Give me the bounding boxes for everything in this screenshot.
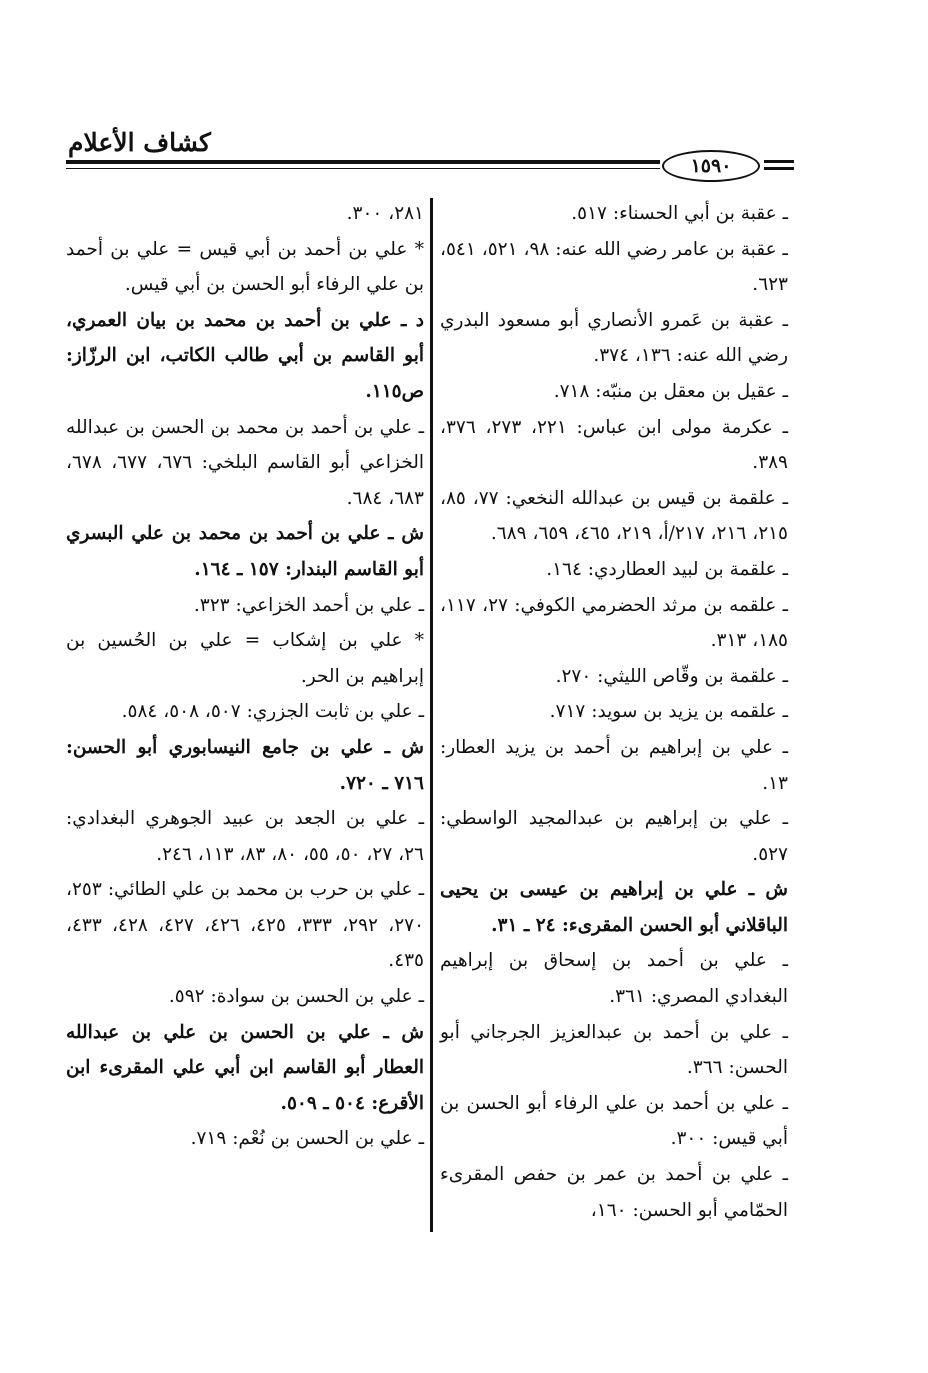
index-entry: ـ عقبة بن عامر رضي الله عنه: ٩٨، ٥٢١، ٥٤١، ٦٢٣. [440,238,788,296]
index-entry: ـ علقمة بن قيس بن عبدالله النخعي: ٧٧، ٨٥، ٢١٥، ٢١٦، ٢١٧/أ، ٢١٩، ٤٦٥، ٦٥٩، ٦٨٩. [440,487,788,545]
index-entry: ـ علقمه بن مرثد الحضرمي الكوفي: ٢٧، ١١٧، ١٨٥، ٣١٣. [440,594,788,652]
index-entry: ـ علي بن الجعد بن عبيد الجوهري البغدادي: ٢٦، ٢٧، ٥٠، ٥٥، ٨٠، ٨٣، ١١٣، ٢٤٦. [66,808,424,865]
index-entry: ـ علقمة بن لبيد العطاردي: ١٦٤. [546,558,788,580]
left-column [66,196,424,1157]
index-entry: ـ عكرمة مولى ابن عباس: ٢٢١، ٢٧٣، ٣٧٦، ٣٨٩. [440,416,788,474]
index-entry-main: ش ـ علي بن أحمد بن محمد بن علي البسري أبو القاسم البندار: ١٥٧ ـ ١٦٤. [66,523,424,580]
index-entry: ـ علي بن حرب بن محمد بن علي الطائي: ٢٥٣، ٢٧٠، ٢٩٢، ٣٣٣، ٤٢٥، ٤٢٦، ٤٢٧، ٤٢٨، ٤٣٣، ٤٣٥. [66,879,425,972]
index-entry: ـ علي بن ثابت الجزري: ٥٠٧، ٥٠٨، ٥٨٤. [121,701,424,723]
index-entry: ـ علقمه بن يزيد بن سويد: ٧١٧. [549,701,788,723]
page-number: ١٥٩٠ [662,150,760,182]
header-rule-right-lower [764,167,794,170]
index-entry-main: د ـ علي بن أحمد بن محمد بن بيان العمري، أبو القاسم بن أبي طالب الكاتب، ابن الرزّاز: ص١١٥. [66,309,424,402]
index-entry: ـ علي بن أحمد بن عبدالعزيز الجرجاني أبو الحسن: ٣٦٦. [440,1021,788,1079]
header-rule-thin [66,168,660,169]
index-entry: ـ علي بن أحمد الخزاعي: ٣٢٣. [193,594,424,616]
index-entry-main: ش ـ علي بن الحسن بن علي بن عبدالله العطار أبو القاسم ابن أبي علي المقرىء ابن الأقرع: ٥٠٤ ـ ٥٠٩. [66,1021,424,1114]
index-entry: ـ علقمة بن وقّاص الليثي: ٢٧٠. [555,665,788,687]
index-entry: ٢٨١، ٣٠٠. [346,203,424,224]
index-entry: * علي بن إشكاب = علي بن الحُسين بن إبراهيم بن الحر. [66,630,424,687]
header-rule-thick [66,160,660,164]
index-entry: ـ عقيل بن معقل بن منبّه: ٧١٨. [553,380,788,402]
header-rule-right-upper [764,160,794,163]
index-entry: ـ عقبة بن عَمرو الأنصاري أبو مسعود البدري رضي الله عنه: ١٣٦، ٣٧٤. [440,309,788,367]
index-entry-main: ش ـ علي بن جامع النيسابوري أبو الحسن: ٧١٦ ـ ٧٢٠. [66,736,424,794]
index-entry: ـ عقبة بن أبي الحسناء: ٥١٧. [571,203,788,224]
index-entry: ـ علي بن أحمد بن محمد بن الحسن بن عبدالله الخزاعي أبو القاسم البلخي: ٦٧٦، ٦٧٧، ٦٧٨، ٦٨٣، ٦٨٤. [66,416,424,509]
index-entry: ـ علي بن إبراهيم بن أحمد بن يزيد العطار: ١٣. [440,736,788,794]
right-column [440,196,788,1228]
index-entry: ـ علي بن أحمد بن إسحاق بن إبراهيم البغدادي المصري: ٣٦١. [440,950,788,1008]
page-title: كشاف الأعلام [68,128,211,157]
index-entry: ـ علي بن أحمد بن عمر بن حفص المقرىء الحمّامي أبو الحسن: ١٦٠، [440,1164,788,1221]
column-divider [430,198,433,1232]
index-entry: ـ علي بن إبراهيم بن عبدالمجيد الواسطي: ٥٢٧. [440,808,788,865]
index-entry: ـ علي بن الحسن بن نُعْم: ٧١٩. [190,1128,424,1150]
index-entry: ـ علي بن أحمد بن علي الرفاء أبو الحسن بن أبي قيس: ٣٠٠. [440,1092,788,1150]
index-entry: * علي بن أحمد بن أبي قيس = علي بن أحمد بن علي الرفاء أبو الحسن بن أبي قيس. [66,238,424,296]
index-entry-main: ش ـ علي بن إبراهيم بن عيسى بن يحيى الباقلاني أبو الحسن المقرىء: ٢٤ ـ ٣١. [440,879,788,936]
index-entry: ـ علي بن الحسن بن سوادة: ٥٩٢. [168,986,424,1008]
